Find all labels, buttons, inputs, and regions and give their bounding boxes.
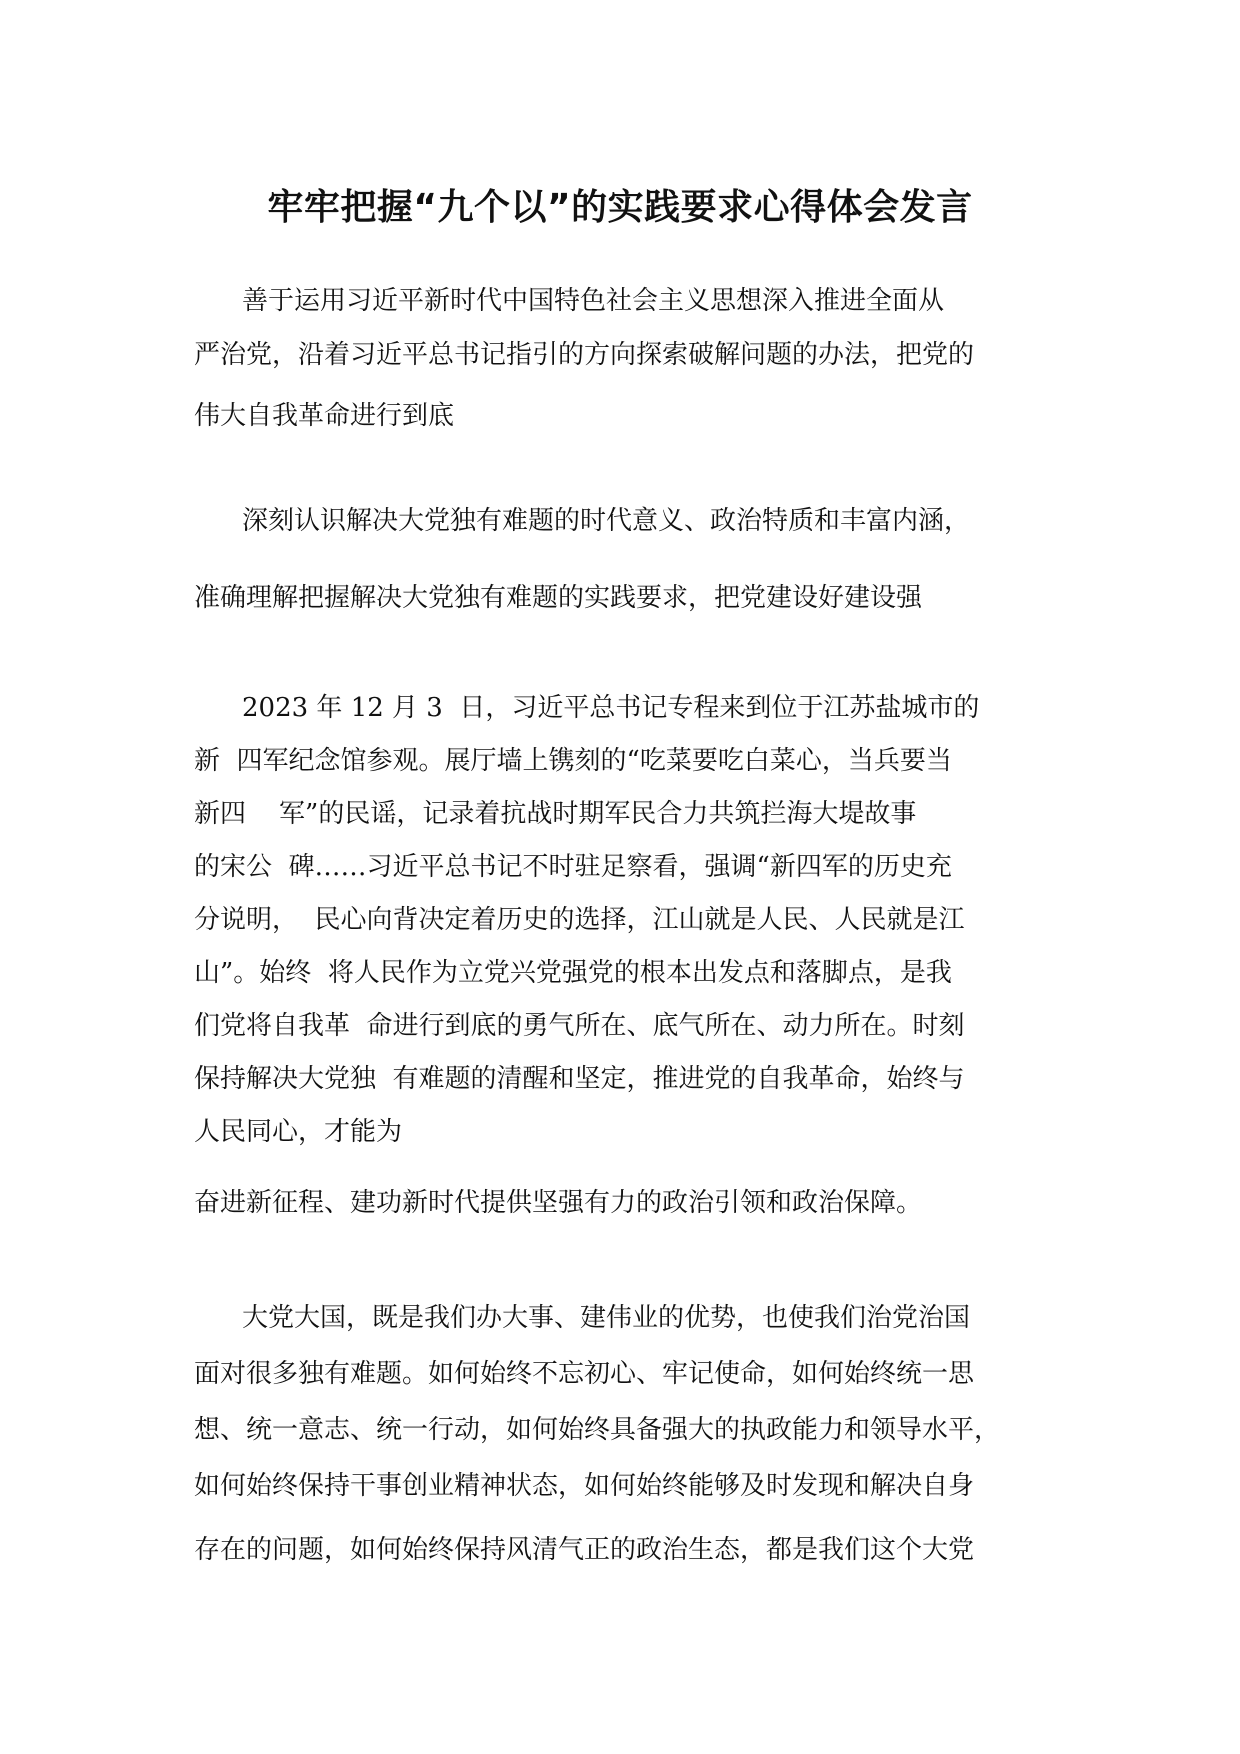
paragraph-4-line-1: 大党大国，既是我们办大事、建伟业的优势，也使我们治党治国 [242, 1303, 971, 1333]
paragraph-3-line-7: 们党将自我革 命进行到底的勇气所在、底气所在、动力所在。时刻 [194, 1011, 965, 1041]
paragraph-3-line-5: 分说明， 民心向背决定着历史的选择，江山就是人民、人民就是江 [194, 905, 965, 935]
paragraph-2-line-2: 准确理解把握解决大党独有难题的实践要求，把党建设好建设强 [194, 583, 923, 613]
paragraph-3-line-6: 山”。始终 将人民作为立党兴党强党的根本出发点和落脚点，是我 [194, 958, 952, 988]
paragraph-3-line-1: 2023 年 12 月 3 日，习近平总书记专程来到位于江苏盐城市的 [242, 693, 980, 723]
paragraph-3-line-2: 新 四军纪念馆参观。展厅墙上镌刻的“吃菜要吃白菜心，当兵要当 [194, 746, 952, 776]
paragraph-3-line-8: 保持解决大党独 有难题的清醒和坚定，推进党的自我革命，始终与 [194, 1064, 965, 1094]
paragraph-3-line-3: 新四 军”的民谣，记录着抗战时期军民合力共筑拦海大堤故事 [194, 799, 917, 829]
page-title: 牢牢把握“九个以”的实践要求心得体会发言 [267, 187, 973, 228]
paragraph-4-line-3: 想、统一意志、统一行动，如何始终具备强大的执政能力和领导水平， [194, 1415, 1001, 1445]
paragraph-4-line-2: 面对很多独有难题。如何始终不忘初心、牢记使命，如何始终统一思 [194, 1359, 975, 1389]
paragraph-3-line-4: 的宋公 碑……习近平总书记不时驻足察看，强调“新四军的历史充 [194, 852, 952, 882]
paragraph-4-line-4: 如何始终保持干事创业精神状态，如何始终能够及时发现和解决自身 [194, 1471, 975, 1501]
paragraph-1-line-1: 善于运用习近平新时代中国特色社会主义思想深入推进全面从 [242, 286, 945, 316]
paragraph-1-line-2: 严治党，沿着习近平总书记指引的方向探索破解问题的办法，把党的 [194, 340, 975, 370]
paragraph-3-line-9: 人民同心，才能为 [194, 1117, 403, 1147]
paragraph-4-line-5: 存在的问题，如何始终保持风清气正的政治生态，都是我们这个大党 [194, 1535, 975, 1565]
paragraph-3-line-10: 奋进新征程、建功新时代提供坚强有力的政治引领和政治保障。 [194, 1188, 923, 1218]
paragraph-2-line-1: 深刻认识解决大党独有难题的时代意义、政治特质和丰富内涵， [242, 506, 971, 536]
paragraph-1-line-3: 伟大自我革命进行到底 [194, 401, 455, 431]
